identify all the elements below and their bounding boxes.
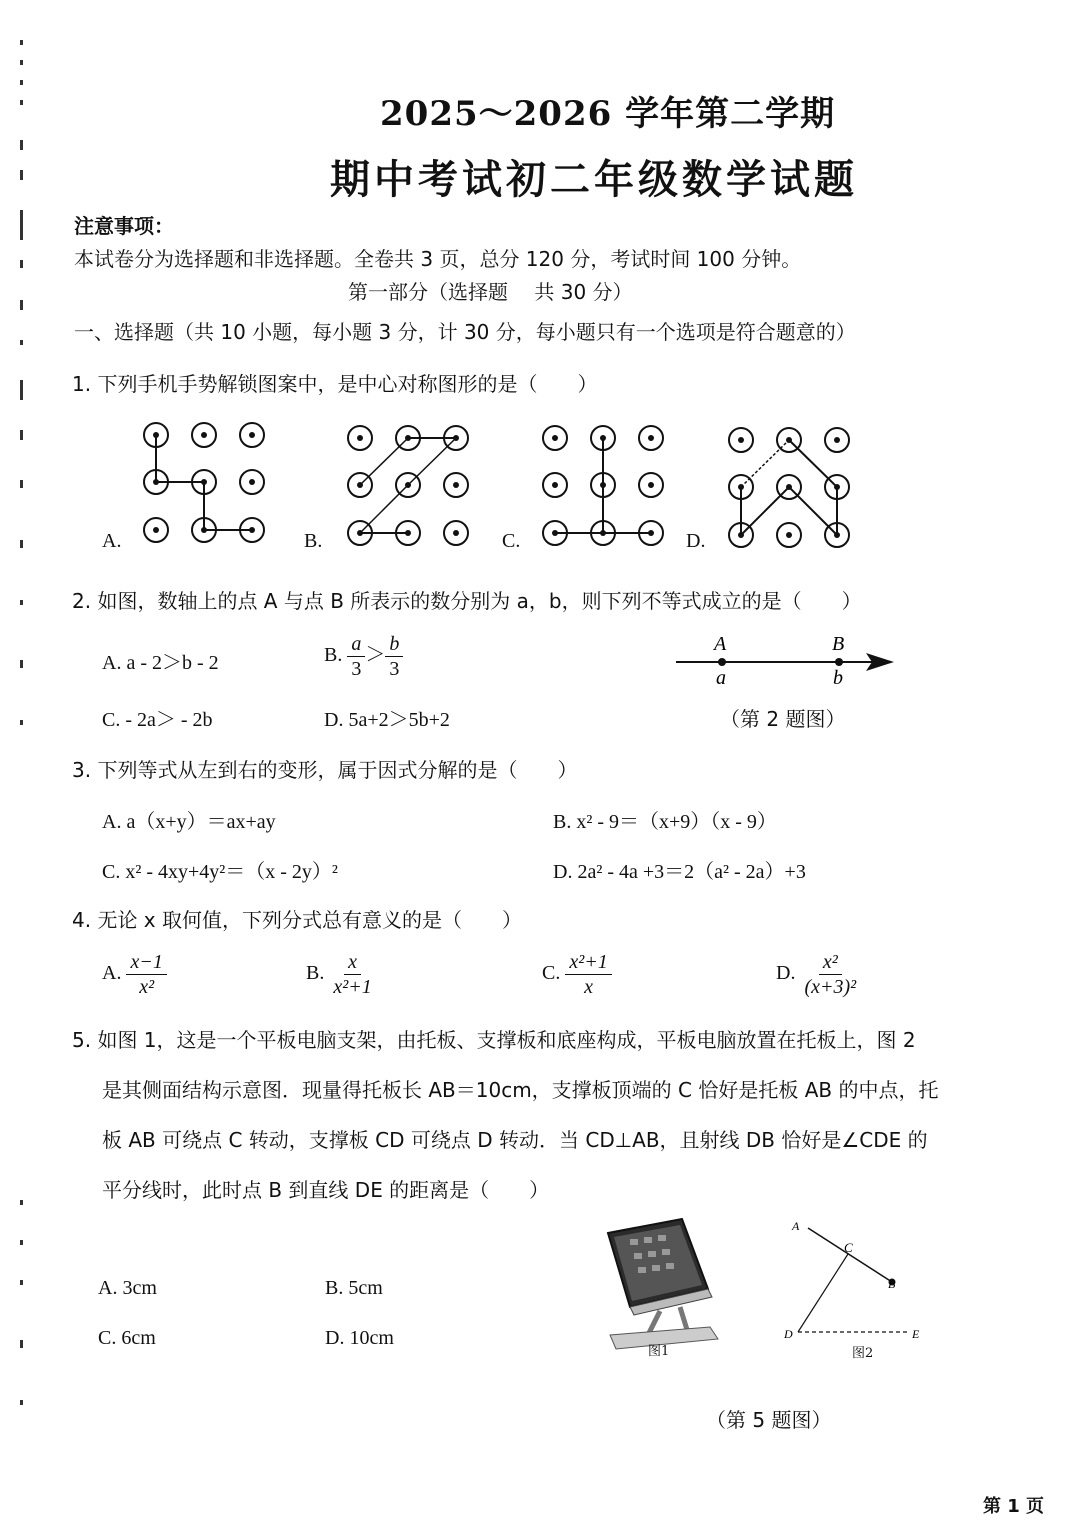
q5-option-a: A. 3cm bbox=[98, 1277, 157, 1299]
q5-option-d: D. 10cm bbox=[325, 1327, 394, 1349]
q4-option-a: A. $\frac{x-1}{\text{x²}}$ bbox=[102, 950, 167, 999]
q4-option-c: C. $\frac{\text{x²+1}}{x}$ bbox=[542, 950, 612, 999]
pattern-d bbox=[729, 428, 849, 547]
pattern-c bbox=[543, 426, 663, 545]
q1-option-b-label: B. bbox=[304, 530, 323, 552]
q3-option-a: A. a（x+y）＝ax+ay bbox=[102, 811, 276, 833]
pattern-a bbox=[144, 423, 264, 542]
q3-option-b: B. x² - 9＝（x+9）（x - 9） bbox=[553, 811, 777, 833]
question-5-stem-line-3: 板 AB 可绕点 C 转动，支撑板 CD 可绕点 D 转动．当 CD⊥AB，且射线 DB 恰好是∠CDE 的 bbox=[102, 1128, 928, 1152]
q5-option-c: C. 6cm bbox=[98, 1327, 156, 1349]
q5-figure-1-caption: 图1 bbox=[648, 1344, 670, 1359]
question-2-stem: 2. 如图，数轴上的点 A 与点 B 所表示的数分别为 a，b，则下列不等式成立的是（ ） bbox=[72, 589, 862, 613]
point-b-label: B bbox=[832, 633, 845, 655]
q5-figure-2-schematic bbox=[780, 1212, 930, 1347]
q4-option-d: D. $\frac{\text{x²}}{\text{(x+3)²}}$ bbox=[776, 951, 857, 998]
value-b-label: b bbox=[833, 667, 843, 689]
q4-option-b: B. $\frac{x}{\text{x²+1}}$ bbox=[306, 951, 372, 998]
q1-option-c-label: C. bbox=[502, 530, 521, 552]
q2-number-line bbox=[670, 628, 900, 690]
q1-option-a-label: A. bbox=[102, 530, 122, 552]
exam-term-title: 2025～2026 学年第二学期 bbox=[380, 94, 836, 134]
q2-option-a: A. a - 2＞b - 2 bbox=[102, 652, 219, 674]
q2-option-d: D. 5a+2＞5b+2 bbox=[324, 709, 450, 731]
q1-unlock-patterns bbox=[130, 415, 870, 555]
pattern-b bbox=[348, 426, 468, 545]
q5-option-b: B. 5cm bbox=[325, 1277, 383, 1299]
point-a-label: A bbox=[714, 633, 727, 655]
fig2-label-e: E bbox=[912, 1327, 920, 1341]
q5-figure-caption: （第 5 题图） bbox=[706, 1408, 832, 1432]
notice-body: 本试卷分为选择题和非选择题。全卷共 3 页，总分 120 分，考试时间 100 分钟。 bbox=[74, 247, 802, 271]
q2-option-c: C. - 2a＞ - 2b bbox=[102, 709, 213, 731]
fig2-label-b: B bbox=[888, 1277, 896, 1291]
exam-title: 期中考试初二年级数学试题 bbox=[330, 156, 858, 203]
question-1-stem: 1. 下列手机手势解锁图案中，是中心对称图形的是（ ） bbox=[72, 372, 598, 396]
fig2-label-c: C bbox=[844, 1240, 853, 1255]
question-5-stem-line-2: 是其侧面结构示意图．现量得托板长 AB＝10cm，支撑板顶端的 C 恰好是托板 AB 的中点，托 bbox=[102, 1078, 939, 1102]
binding-margin-dots bbox=[14, 40, 30, 1440]
fig2-label-d: D bbox=[784, 1327, 793, 1341]
question-5-stem-line-4: 平分线时，此时点 B 到直线 DE 的距离是（ ） bbox=[102, 1178, 550, 1202]
value-a-label: a bbox=[716, 667, 726, 689]
section-title: 一、选择题（共 10 小题，每小题 3 分，计 30 分，每小题只有一个选项是符合题意的） bbox=[74, 320, 856, 344]
q2-figure-caption: （第 2 题图） bbox=[720, 707, 846, 731]
fig2-label-a: A bbox=[792, 1219, 800, 1233]
question-5-stem-line-1: 5. 如图 1，这是一个平板电脑支架，由托板、支撑板和底座构成，平板电脑放置在托板上，图 2 bbox=[72, 1028, 916, 1052]
q5-figure-2-caption: 图2 bbox=[852, 1346, 874, 1361]
question-4-stem: 4. 无论 x 取何值，下列分式总有意义的是（ ） bbox=[72, 908, 522, 932]
q3-option-c: C. x² - 4xy+4y²＝（x - 2y）² bbox=[102, 861, 338, 883]
notice-heading: 注意事项： bbox=[74, 214, 174, 238]
q2-option-b: B. $\frac{a}{3}$ ＞ $\frac{b}{3}$ bbox=[324, 632, 403, 681]
q1-option-d-label: D. bbox=[686, 530, 706, 552]
part-title: 第一部分（选择题 共 30 分） bbox=[348, 280, 633, 304]
q3-option-d: D. 2a² - 4a +3＝2（a² - 2a）+3 bbox=[553, 861, 806, 883]
page-number: 第 1 页 bbox=[983, 1496, 1045, 1517]
question-3-stem: 3. 下列等式从左到右的变形，属于因式分解的是（ ） bbox=[72, 758, 578, 782]
